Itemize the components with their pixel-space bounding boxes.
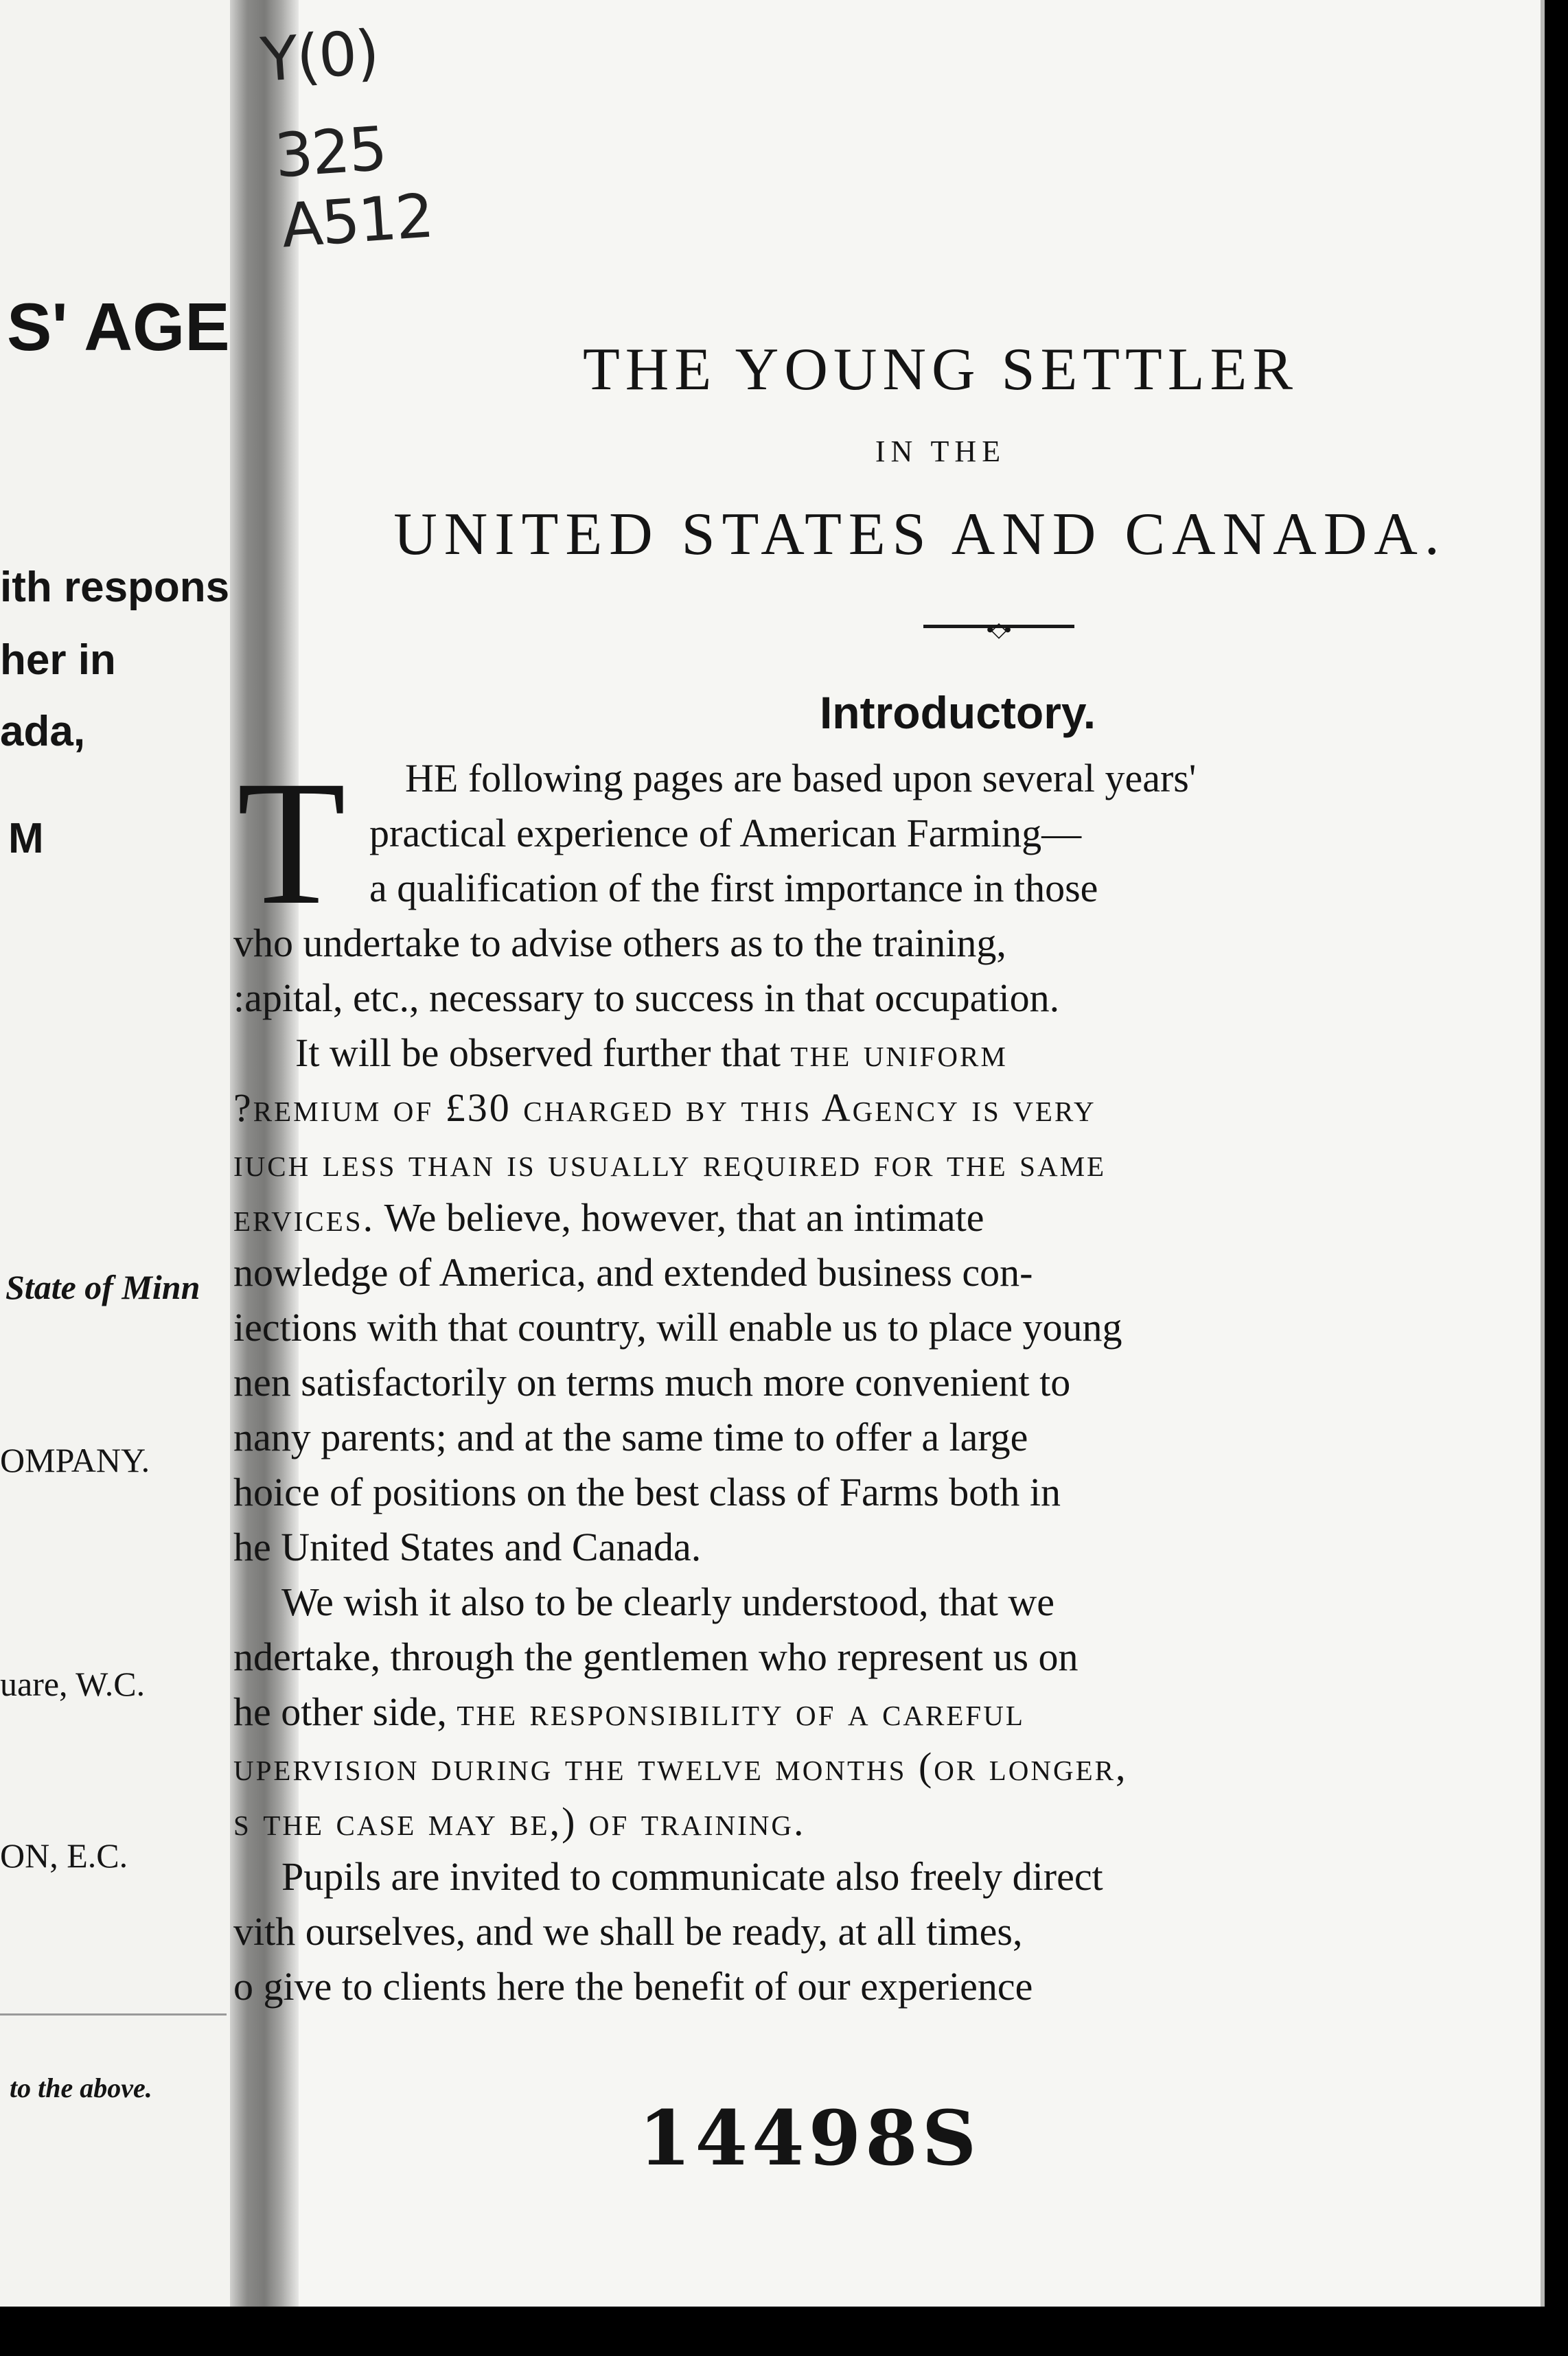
text-line: s the case may be,) of training. — [233, 1799, 806, 1844]
title-line-2: IN THE — [875, 435, 1006, 468]
left-footer-fragment: to the above. — [10, 2072, 152, 2103]
text-line: hoice of positions on the best class of Farms both in — [233, 1470, 1061, 1514]
title-line-1: THE YOUNG SETTLER — [583, 336, 1298, 403]
text-line: It will be observed further that the uniform — [295, 1030, 1008, 1075]
left-page-fragment — [0, 0, 237, 2307]
ornament-glyph: •◇• — [987, 619, 1009, 641]
text-line: nany parents; and at the same time to offer a large — [233, 1415, 1028, 1459]
text-line: he other side, the responsibility of a careful — [233, 1689, 1025, 1734]
catalog-number-stamp: 14498S — [638, 2094, 981, 2182]
text-line: upervision during the twelve months (or longer, — [233, 1744, 1128, 1789]
right-page — [227, 0, 1531, 2307]
text-line: nowledge of America, and extended business con- — [233, 1250, 1033, 1295]
text-line: ndertake, through the gentlemen who represent us on — [233, 1635, 1079, 1679]
left-fragment-company: OMPANY. — [0, 1441, 150, 1479]
text-line: HE following pages are based upon several years' — [405, 756, 1197, 800]
left-fragment-state: State of Minn — [5, 1268, 200, 1306]
text-line: iections with that country, will enable us to place young — [233, 1305, 1122, 1350]
shelfmark-line-3: A512 — [279, 180, 435, 262]
left-line-3: ada, — [0, 708, 86, 755]
shelfmark-line-2: 325 — [272, 113, 389, 192]
left-fragment-square: uare, W.C. — [0, 1665, 146, 1703]
text-line: o give to clients here the benefit of our experience — [233, 1964, 1033, 2009]
text-line: vho undertake to advise others as to the training, — [233, 921, 1006, 965]
text-line: :apital, etc., necessary to success in that occupation. — [233, 975, 1060, 1020]
text-line: Pupils are invited to communicate also freely direct — [281, 1854, 1103, 1899]
text-line: ?remium of £30 charged by this Agency is very — [233, 1085, 1096, 1130]
left-heading-fragment: S' AGE — [7, 289, 230, 365]
text-line: he United States and Canada. — [233, 1525, 702, 1569]
text-line: vith ourselves, and we shall be ready, at all times, — [233, 1909, 1023, 1954]
left-line-2: her in — [0, 636, 116, 684]
left-line-4: M — [8, 815, 44, 862]
left-fragment-london: ON, E.C. — [0, 1836, 128, 1875]
left-line-1: ith respons — [0, 564, 230, 611]
text-line: practical experience of American Farming— — [369, 811, 1082, 855]
text-line: a qualification of the first importance in those — [369, 866, 1098, 910]
section-heading: Introductory. — [819, 687, 1096, 738]
text-line: ervices. We believe, however, that an intimate — [233, 1195, 984, 1240]
text-line: We wish it also to be clearly understood, that we — [281, 1580, 1055, 1624]
title-line-3: UNITED STATES AND CANADA. — [393, 501, 1446, 568]
shelfmark-line-1: Y(0) — [258, 16, 380, 95]
title-ornament — [923, 619, 1074, 641]
text-line: iuch less than is usually required for the same — [233, 1140, 1107, 1185]
left-divider — [0, 2013, 227, 2016]
text-line: nen satisfactorily on terms much more convenient to — [233, 1360, 1071, 1405]
drop-cap: T — [237, 744, 346, 942]
